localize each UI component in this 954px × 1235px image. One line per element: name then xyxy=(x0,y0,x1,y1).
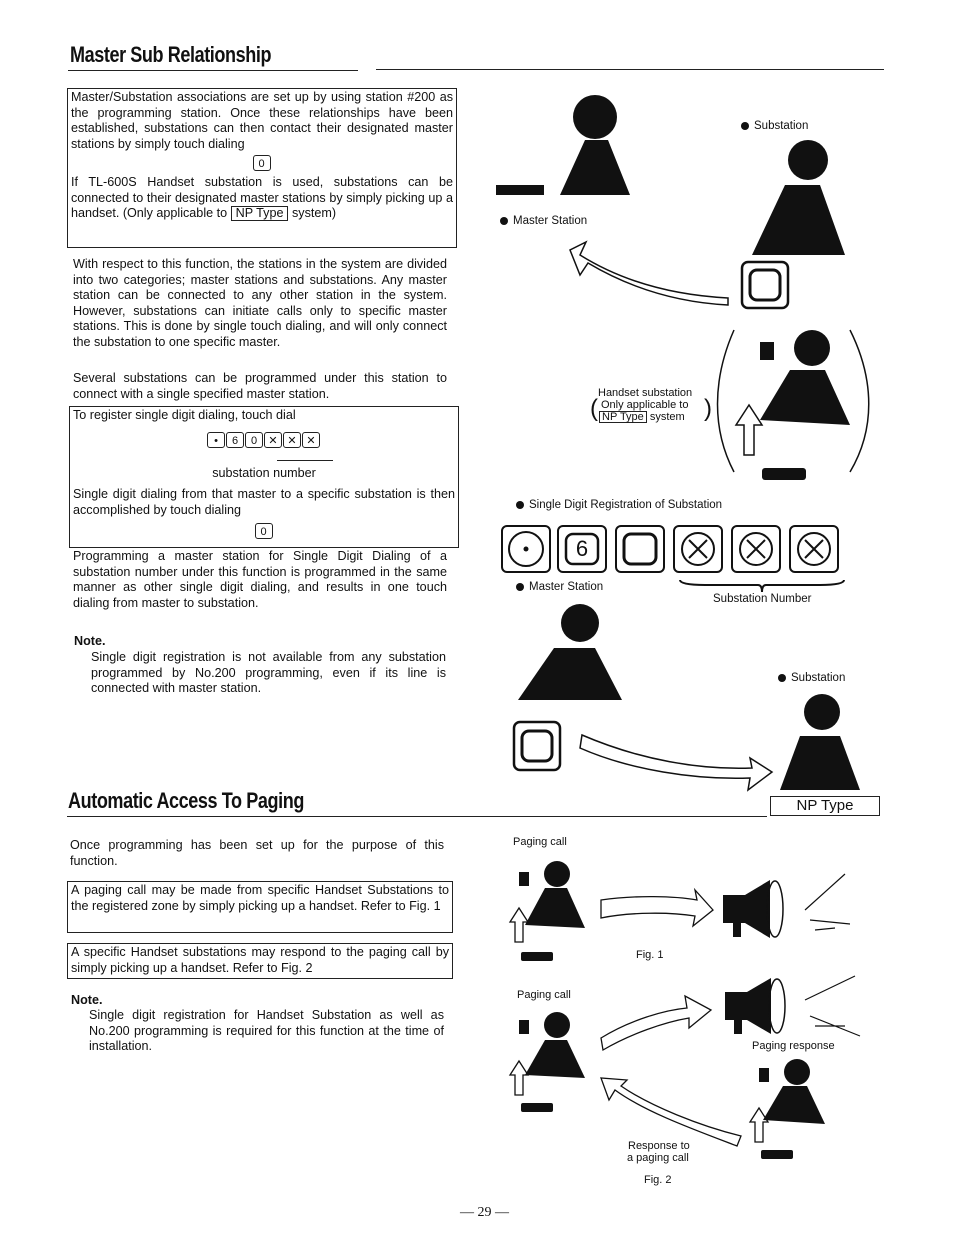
key-six-icon: 6 xyxy=(226,432,244,448)
note-title-1: Note. xyxy=(74,634,106,648)
curved-arrow-icon xyxy=(570,242,728,305)
master2-head-icon xyxy=(561,604,599,642)
substation-body-icon xyxy=(752,185,845,255)
info-box-paging-response: A specific Handset substations may respond to the paging call by simply picking up a handset. Refer to Fig. 2 xyxy=(67,943,453,979)
response-arrow-icon xyxy=(601,1078,741,1146)
label-a-paging-call: a paging call xyxy=(627,1152,689,1164)
key-zero-icon: 0 xyxy=(253,155,271,171)
label-paging-response: Paging response xyxy=(752,1040,835,1052)
note-title-2: Note. xyxy=(71,993,103,1007)
label-paging-call-2: Paging call xyxy=(517,989,571,1001)
master-body-icon xyxy=(560,140,630,195)
section-title-master-sub: Master Sub Relationship xyxy=(70,42,272,67)
responder-body-icon xyxy=(763,1086,825,1124)
label-fig1: Fig. 1 xyxy=(636,949,664,961)
section-title-paging: Automatic Access To Paging xyxy=(68,788,304,813)
paren-right: ) xyxy=(704,395,712,422)
master-sub-illustration xyxy=(490,80,890,800)
label-substation-2: Substation xyxy=(778,672,845,684)
paren-left: ( xyxy=(590,395,598,422)
handset-icon xyxy=(760,342,774,360)
label-substation-number: Substation Number xyxy=(713,593,812,605)
paragraph-several-substations: Several substations can be programmed under this station to connect with a single specified master station. xyxy=(73,371,447,401)
right-arrow-icon xyxy=(580,735,772,790)
up-arrow3-icon xyxy=(750,1108,768,1142)
title-rule-right xyxy=(376,69,884,70)
info-box-handset xyxy=(67,88,457,248)
label-np-system: NP Type system xyxy=(599,411,685,423)
substation2-head-icon xyxy=(804,694,840,730)
cradle3-icon xyxy=(761,1150,793,1159)
speaker1-icon xyxy=(723,895,745,923)
master-head-icon xyxy=(573,95,617,139)
up-arrow-icon xyxy=(736,405,762,455)
handset3-icon xyxy=(759,1068,769,1082)
caller1-head-icon xyxy=(544,861,570,887)
key-zero-row xyxy=(71,155,453,172)
paragraph-categories: With respect to this function, the stations in the system are divided into two categories; master stations and substations. Any master station can be connected to any other station in the system. However, substations can initiate calls only to specific master stations. This is done by single touch dialing, and will only connect the substation to one specific master. xyxy=(73,257,447,349)
note-text-2: Single digit registration for Handset Substation as well as No.200 programming is required for this function at the time of installation. xyxy=(89,1008,444,1054)
key-dot-icon: • xyxy=(207,432,225,448)
box1-paragraph1: Master/Substation associations are set up by using station #200 as the programming station. Once these relationships have been established, substations can then contact their designated master stations by simply touch dialing xyxy=(71,90,453,151)
key-zero-icon: 0 xyxy=(255,523,273,539)
label-fig2: Fig. 2 xyxy=(644,1174,672,1186)
caller1-body-icon xyxy=(525,888,585,928)
master2-body-icon xyxy=(518,648,622,700)
cradle-icon xyxy=(762,468,806,480)
label-paging-call-1: Paging call xyxy=(513,836,567,848)
label-substation: Substation xyxy=(741,120,808,132)
page-number: — 29 — xyxy=(460,1205,509,1220)
key-zero-icon: 0 xyxy=(245,432,263,448)
key-zero-row2 xyxy=(73,523,455,540)
caller2-head-icon xyxy=(544,1012,570,1038)
handset2-icon xyxy=(519,1020,529,1034)
title-rule-2 xyxy=(67,816,767,817)
paging-arrow1-icon xyxy=(601,890,713,926)
handset-sub-body-icon xyxy=(760,370,850,425)
substation-number-caption xyxy=(69,450,455,466)
np-type-label: NP Type xyxy=(770,796,880,816)
cradle2-icon xyxy=(521,1103,553,1112)
substation-head-icon xyxy=(788,140,828,180)
box2-line1: To register single digit dialing, touch dial xyxy=(73,408,296,422)
key-x-icon: ✕ xyxy=(283,432,301,448)
desk-phone-icon xyxy=(496,185,544,195)
info-box-register xyxy=(69,406,459,548)
box1-paragraph2: If TL-600S Handset substation is used, substations can be connected to their designated master stations by simply picking up a handset. (Only applicable to NP Type system) xyxy=(71,174,453,221)
label-single-digit-reg: Single Digit Registration of Substation xyxy=(516,499,722,511)
np-type-badge: NP Type xyxy=(231,206,289,221)
key-x-icon: ✕ xyxy=(302,432,320,448)
paging-illustration xyxy=(505,850,875,1170)
handset-sub-head-icon xyxy=(794,330,830,366)
label-only-applicable: Only applicable to xyxy=(601,399,689,411)
paging-arrow2-icon xyxy=(601,996,711,1050)
svg-text:6: 6 xyxy=(575,536,589,561)
key-x-icon: ✕ xyxy=(264,432,282,448)
title-rule-left xyxy=(68,70,358,71)
substation2-body-icon xyxy=(780,736,860,790)
label-master-station: Master Station xyxy=(500,215,587,227)
note-text-1: Single digit registration is not available from any substation programmed by No.200 programming, even if its line is connected with master station. xyxy=(91,650,446,696)
cradle1-icon xyxy=(521,952,553,961)
substation-number-label: substation number xyxy=(212,465,316,480)
paragraph-programming-master: Programming a master station for Single Digit Dialing of a substation number under this function is programmed in the same manner as other single digit dialing, and results in one touch dialing from master to substation. xyxy=(73,549,447,610)
info-box-paging-call: A paging call may be made from specific Handset Substations to the registered zone by simply picking up a handset. Refer to Fig. 1 xyxy=(67,881,453,933)
label-handset-substation: Handset substation xyxy=(598,387,693,399)
label-response-to: Response to xyxy=(628,1140,690,1152)
up-arrow2-icon xyxy=(510,1061,528,1095)
label-master-station-2: Master Station xyxy=(516,581,603,593)
caller2-body-icon xyxy=(525,1040,585,1078)
paragraph-once-programming: Once programming has been set up for the purpose of this function. xyxy=(70,838,444,868)
responder-head-icon xyxy=(784,1059,810,1085)
keys-row-small xyxy=(73,432,455,449)
speaker2-icon xyxy=(725,992,747,1020)
handset1-icon xyxy=(519,872,529,886)
box2-line2: Single digit dialing from that master to a specific substation is then accomplished by touch dialing xyxy=(73,487,455,517)
